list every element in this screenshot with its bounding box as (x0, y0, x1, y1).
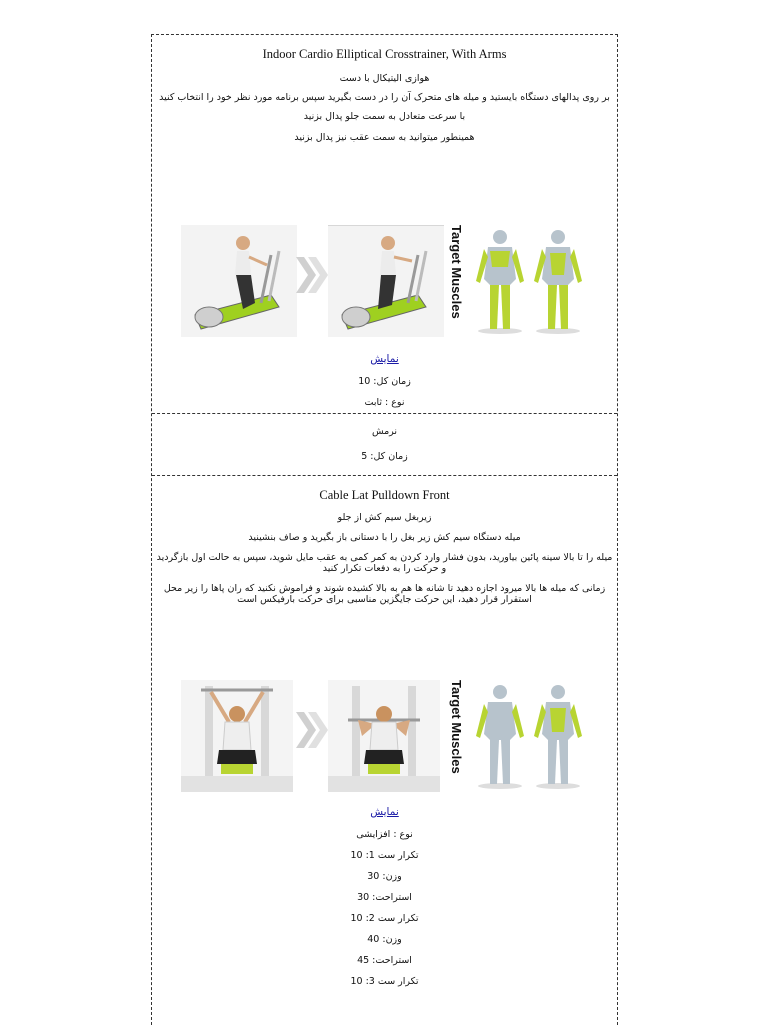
muscle-diagram-front (470, 680, 530, 792)
elliptical-end-image (328, 225, 444, 337)
exercise-step: همینطور میتوانید به سمت عقب نیز پدال بزنید (294, 132, 475, 143)
elliptical-start-image (181, 225, 297, 337)
target-muscles-label (448, 678, 468, 794)
exercise-title-fa: زیربغل سیم کش از جلو (337, 512, 432, 523)
exercise-step: میله را تا بالا سینه پائین بیاورید، بدون فشار وارد کردن به کمر کمی به عقب مایل شوید، سپس به حالت اول بازگردید و حرکت را به دفعات تکرار کنید (156, 552, 613, 574)
set-weight: وزن: 30 (367, 871, 402, 882)
exercise-step: با سرعت متعادل به سمت جلو پدال بزنید (303, 111, 466, 122)
svg-text:Target Muscles: Target Muscles (449, 680, 464, 774)
set-reps: تکرار ست 3: 10 (350, 976, 419, 987)
muscle-diagram-front (470, 225, 530, 337)
exercise-type: نوع : ثابت (364, 397, 405, 408)
exercise-lat-pulldown (152, 476, 617, 1006)
exercise-title-en: Indoor Cardio Elliptical Crosstrainer, With Arms (262, 47, 507, 61)
set-reps: تکرار ست 2: 10 (350, 913, 419, 924)
exercise-step: زمانی که میله ها بالا میرود اجازه دهید تا شانه ها هم به بالا کشیده شوند و فراموش نکنید که ران پاها را زیر محل استقرار قرار دهید، این حرکت جایگزین مناسبی برای حرکت بارفیکس است (163, 583, 606, 605)
muscle-diagram-back (528, 680, 588, 792)
show-video-link[interactable]: نمایش (370, 353, 399, 365)
set-rest: استراحت: 45 (357, 955, 412, 966)
exercise-step: میله دستگاه سیم کش زیر بغل را با دستانی باز بگیرید و صاف بنشینید (248, 532, 521, 543)
exercise-illustrations (152, 225, 617, 345)
set-rest: استراحت: 30 (357, 892, 412, 903)
warmup-title: نرمش (371, 426, 398, 437)
total-time: زمان کل: 5 (361, 451, 408, 462)
svg-text:Target Muscles: Target Muscles (449, 225, 464, 319)
arrow-icon (296, 712, 328, 748)
lat-pulldown-end-image (328, 680, 440, 792)
exercise-elliptical (152, 35, 617, 414)
exercise-title-fa: هوازی الیتیکال با دست (339, 73, 430, 84)
workout-sheet (151, 34, 618, 1025)
exercise-title-en: Cable Lat Pulldown Front (319, 488, 450, 502)
lat-pulldown-start-image (181, 680, 293, 792)
exercise-type: نوع : افزایشی (356, 829, 413, 840)
target-muscles-label (448, 223, 468, 339)
arrow-icon (296, 257, 328, 293)
total-time: زمان کل: 10 (358, 376, 411, 387)
muscle-diagram-back (528, 225, 588, 337)
set-reps: تکرار ست 1: 10 (350, 850, 419, 861)
set-weight: وزن: 40 (367, 934, 402, 945)
exercise-illustrations (152, 680, 617, 800)
exercise-warmup (152, 414, 617, 476)
show-video-link[interactable]: نمایش (370, 806, 399, 818)
exercise-step: بر روی پدالهای دستگاه بایستید و میله های متحرک آن را در دست بگیرید سپس برنامه مورد نظر خود را انتخاب کنید (159, 92, 610, 103)
